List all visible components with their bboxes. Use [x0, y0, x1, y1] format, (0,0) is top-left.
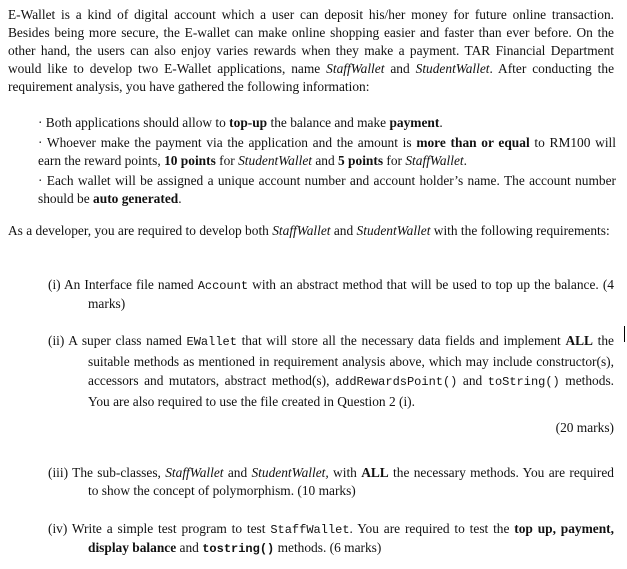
q2-mid2: the suitable methods as mentioned in requirement analysis above, which may include constructor(s), accessors and mutators, abstract method(s), — [88, 333, 614, 388]
question-1 — [48, 276, 614, 313]
q1-pre: (i) An Interface file named — [48, 277, 198, 292]
q3-student: StudentWallet, — [251, 465, 329, 480]
b2-bold3: 5 points — [338, 153, 384, 168]
b2-mid4: for — [383, 153, 406, 168]
question-2 — [48, 331, 614, 437]
q2-pre: (ii) A super class named — [48, 333, 187, 348]
q2-and: and — [457, 373, 488, 388]
b1-mid: the balance and make — [267, 115, 390, 130]
q2-mid1: that will store all the necessary data fields and implement — [236, 333, 566, 348]
intro-text-end: . After conducting the requirement analysis, you have gathered the following information: — [8, 61, 615, 94]
q3-pre: (iii) The sub-classes, — [48, 465, 166, 480]
q3-mid: with — [328, 465, 362, 480]
staffwallet-name: StaffWallet — [326, 61, 385, 76]
b1-end: . — [439, 115, 443, 130]
q2-code: EWallet — [186, 335, 237, 349]
b2-bold2: 10 points — [164, 153, 216, 168]
studentwallet-name: StudentWallet — [415, 61, 490, 76]
q2-code2: addRewardsPoint() — [334, 375, 458, 389]
b1-bold2: payment — [389, 115, 440, 130]
b2-end: . — [463, 153, 467, 168]
q4-end: methods. (6 marks) — [274, 540, 382, 555]
b3-bold: auto generated — [93, 191, 179, 206]
b1-bold1: top-up — [229, 115, 268, 130]
q4-mid1: . You are required to test the — [349, 521, 515, 536]
q2-end: methods. You are also required to use the file created in Question 2 (i). — [88, 373, 615, 409]
q1-end: with an abstract method that will be used to top up the balance. (4 marks) — [88, 277, 614, 311]
b1-pre: · Both applications should allow to — [38, 115, 230, 130]
q4-code: StaffWallet — [270, 523, 350, 537]
q4-body — [48, 520, 614, 558]
developer-paragraph — [8, 222, 614, 240]
dev-end: with the following requirements: — [430, 223, 610, 238]
b2-staff: StaffWallet — [405, 153, 464, 168]
q3-and: and — [223, 465, 252, 480]
question-3 — [48, 464, 614, 500]
q4-bold1: top up, payment, display balance — [88, 521, 614, 555]
q2-bold: ALL — [565, 333, 593, 348]
dev-staff: StaffWallet — [272, 223, 331, 238]
bullet-topup — [38, 114, 616, 132]
q3-staff: StaffWallet — [165, 465, 224, 480]
b2-pre: · Whoever make the payment via the application and the amount is — [38, 135, 417, 150]
b3-end: . — [178, 191, 182, 206]
bullet-rewards — [38, 134, 616, 170]
q4-and: and — [176, 540, 203, 555]
b2-mid2: for — [215, 153, 239, 168]
q2-body — [48, 331, 614, 411]
intro-text: E-Wallet is a kind of digital account which a user can deposit his/her money for future online transaction. Besides being more secure, the E-wallet can make online shopping easier and faster than ever before. On the other hand, the users can also enjoy varies rewards when they make a payment. TAR Financial Department would like to develop two E-Wallet applications, name — [8, 7, 614, 76]
requirement-bullets — [38, 114, 616, 210]
dev-pre: As a developer, you are required to develop both — [8, 223, 273, 238]
q2-code3: toString() — [487, 375, 560, 389]
text-cursor — [624, 326, 625, 342]
b2-student: StudentWallet — [238, 153, 312, 168]
intro-paragraph — [8, 6, 614, 96]
q4-code2: tostring() — [202, 542, 275, 556]
dev-and: and — [330, 223, 357, 238]
b2-mid1: to RM100 will earn the reward points, — [38, 135, 616, 168]
q3-bold: ALL — [361, 465, 389, 480]
question-4 — [48, 520, 614, 558]
b2-bold1: more than or equal — [416, 135, 530, 150]
q3-body — [48, 464, 614, 500]
b2-mid3: and — [311, 153, 339, 168]
q1-body — [48, 276, 614, 313]
b3-pre: · Each wallet will be assigned a unique account number and account holder’s name. The account number should be — [38, 173, 616, 206]
q2-marks: (20 marks) — [555, 420, 614, 435]
dev-student: StudentWallet — [356, 223, 431, 238]
q4-pre: (iv) Write a simple test program to test — [48, 521, 271, 536]
intro-and: and — [384, 61, 416, 76]
q3-end: the necessary methods. You are required to show the concept of polymorphism. (10 marks) — [88, 465, 614, 498]
bullet-account — [38, 172, 616, 208]
q1-code: Account — [197, 279, 249, 293]
